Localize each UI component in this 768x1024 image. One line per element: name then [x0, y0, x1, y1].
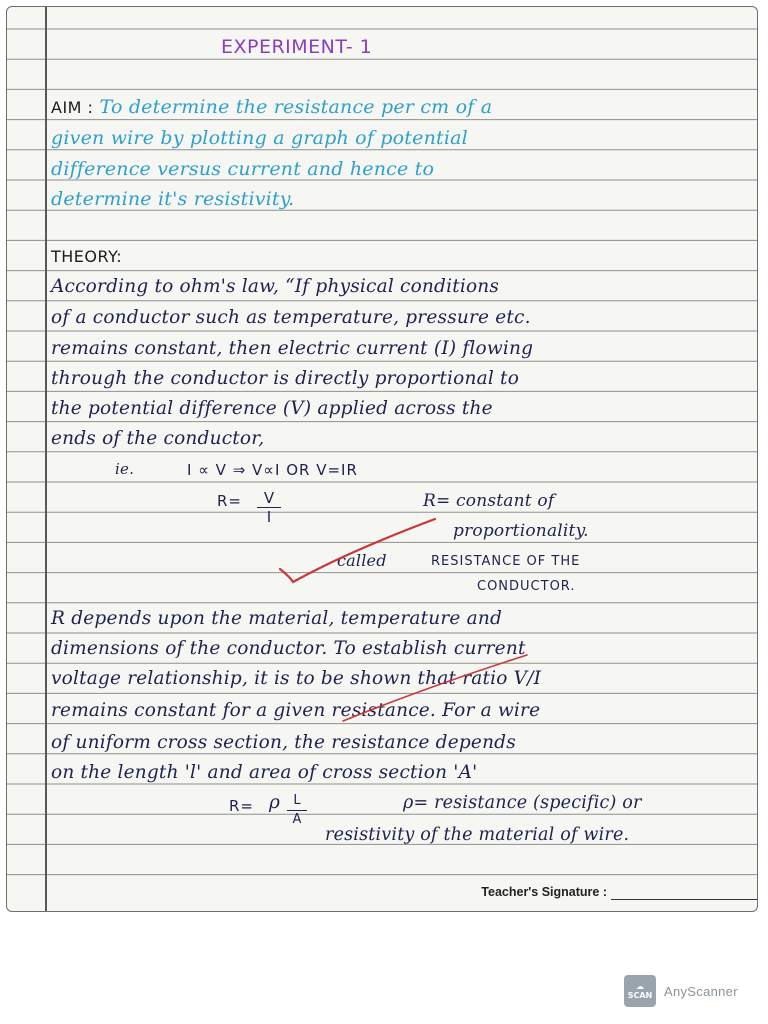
- scanner-app-name: AnyScanner: [664, 983, 738, 999]
- notebook-page: [6, 6, 758, 912]
- aim-label: AIM :: [51, 98, 94, 117]
- theory-label: THEORY:: [51, 247, 123, 266]
- theory-line-3: remains constant, then electric current (I) flowing: [51, 338, 534, 359]
- theory-line-6: ends of the conductor,: [51, 428, 265, 449]
- scanner-logo-text: SCAN: [627, 991, 653, 1000]
- formula-r-equals: R=: [229, 797, 254, 815]
- rho-definition-line-2: resistivity of the material of wire.: [325, 825, 630, 845]
- ie-label: ie.: [115, 460, 135, 478]
- conductor-caps: CONDUCTOR.: [477, 579, 576, 594]
- scanner-logo-icon: [624, 975, 656, 1007]
- ohm-proportionality-formula: I ∝ V ⇒ V∝I OR V=IR: [187, 461, 358, 479]
- aim-line-4: determine it's resistivity.: [51, 188, 295, 210]
- theory-line-1: According to ohm's law, “If physical conditions: [51, 276, 500, 297]
- fraction-numerator-v: V: [263, 489, 275, 507]
- text-line-6: on the length 'l' and area of cross section 'A': [51, 762, 478, 783]
- text-line-3: voltage relationship, it is to be shown that ratio V/I: [51, 668, 542, 689]
- r-equals: R=: [217, 492, 242, 510]
- theory-line-2: of a conductor such as temperature, pressure etc.: [51, 307, 531, 328]
- r-constant-line-2: proportionality.: [453, 521, 589, 541]
- theory-line-5: the potential difference (V) applied across the: [51, 398, 493, 419]
- rho-definition-line-1: ρ= resistance (specific) or: [403, 793, 642, 813]
- check-mark-icon: [7, 7, 758, 912]
- fraction-denominator-a: A: [292, 812, 302, 827]
- called-word: called: [337, 551, 387, 570]
- scanner-watermark: [624, 975, 738, 1007]
- fraction-numerator-l: L: [293, 793, 301, 808]
- r-constant-line-1: R= constant of: [423, 491, 555, 511]
- aim-line-3: difference versus current and hence to: [51, 158, 435, 180]
- teacher-signature-label: Teacher's Signature :: [481, 885, 607, 899]
- aim-text-1: To determine the resistance per cm of a: [99, 96, 493, 118]
- signature-line: [611, 899, 757, 900]
- resistance-of-the-caps: RESISTANCE OF THE: [431, 554, 581, 569]
- fraction-denominator-i: I: [266, 508, 272, 526]
- formula-rho: ρ: [269, 792, 281, 813]
- theory-line-4: through the conductor is directly proportional to: [51, 368, 520, 389]
- text-line-5: of uniform cross section, the resistance depends: [51, 732, 516, 753]
- text-line-4: remains constant for a given resistance. For a wire: [51, 700, 541, 721]
- experiment-title: EXPERIMENT- 1: [221, 36, 373, 58]
- text-line-2: dimensions of the conductor. To establish current: [51, 638, 526, 659]
- scanner-logo-cloud: ☁: [636, 982, 644, 991]
- text-line-1: R depends upon the material, temperature and: [51, 608, 503, 629]
- aim-line-2: given wire by plotting a graph of potential: [51, 127, 468, 149]
